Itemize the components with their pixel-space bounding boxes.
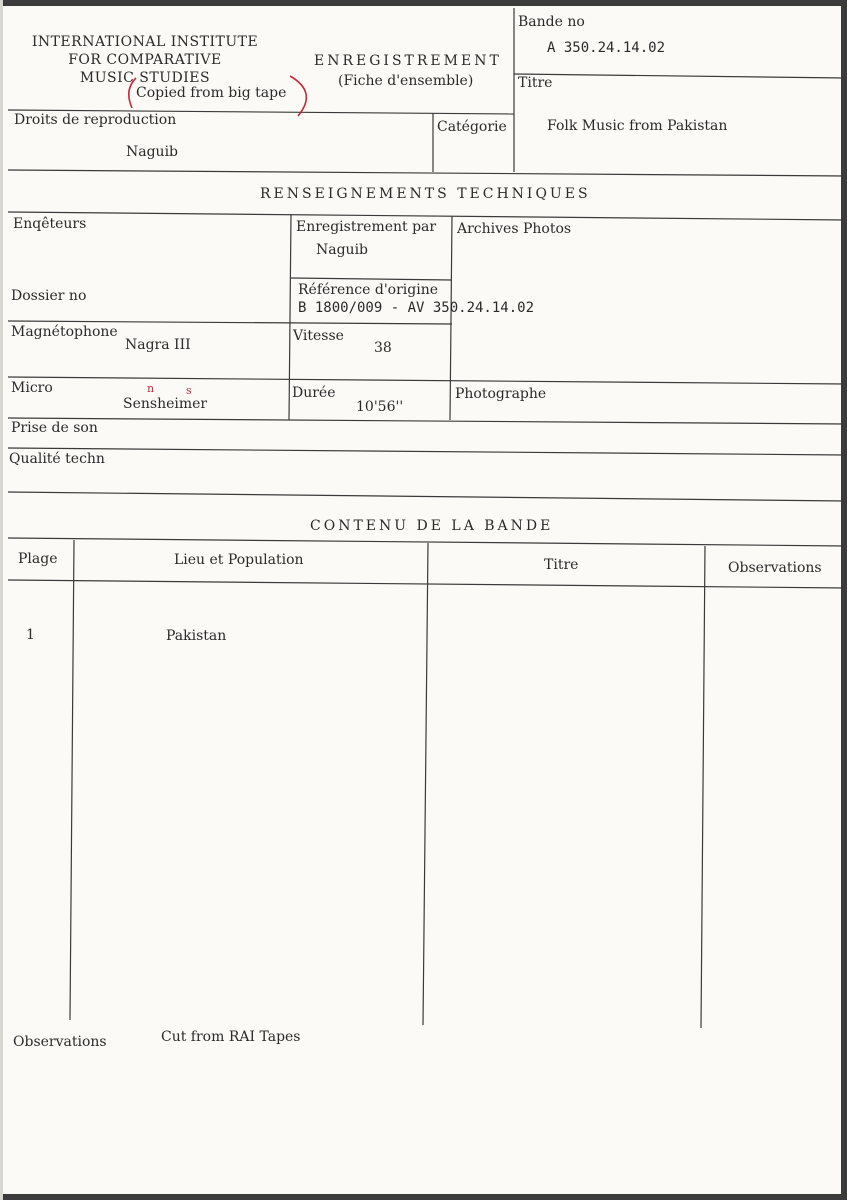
droits-value: Naguib	[126, 144, 179, 160]
rule-qualite-bottom	[8, 492, 846, 501]
enqueteurs-label: Enqêteurs	[13, 216, 87, 232]
rule-magneto-bottom	[8, 377, 846, 384]
column-header-plage: Plage	[18, 551, 58, 567]
vitesse-label: Vitesse	[293, 328, 344, 344]
column-header-titre: Titre	[544, 557, 579, 573]
observations-value: Cut from RAI Tapes	[161, 1029, 301, 1045]
rule-tech-col1	[289, 214, 291, 420]
vitesse-value: 38	[374, 340, 392, 356]
micro-correction-1: n	[147, 382, 155, 395]
micro-correction-2: s	[186, 384, 192, 397]
rule-tech-col2	[450, 216, 452, 420]
titre-label: Titre	[518, 75, 553, 91]
reference-label: Référence d'origine	[298, 282, 439, 298]
rule-header-end	[8, 170, 846, 176]
duree-label: Durée	[292, 385, 336, 401]
rule-contents-top	[8, 538, 846, 546]
reference-value: B 1800/009 - AV 350.24.14.02	[298, 300, 535, 316]
handwritten-annotation: Copied from big tape	[136, 85, 287, 101]
technical-heading: RENSEIGNEMENTS TECHNIQUES	[260, 186, 591, 202]
magnetophone-label: Magnétophone	[11, 324, 118, 340]
micro-label: Micro	[11, 380, 53, 396]
rule-titre-top	[514, 74, 846, 78]
photographe-label: Photographe	[455, 386, 547, 402]
column-header-observations: Observations	[728, 560, 822, 576]
droits-label: Droits de reproduction	[14, 112, 177, 128]
bande-value: A 350.24.14.02	[547, 40, 666, 56]
rule-enreg-bottom	[291, 278, 452, 280]
institute-line-3: MUSIC STUDIES	[79, 70, 211, 86]
rule-contents-col3	[701, 546, 705, 1028]
row-1-lieu: Pakistan	[166, 628, 227, 644]
column-header-lieu: Lieu et Population	[174, 552, 304, 568]
form-title: ENREGISTREMENT	[314, 53, 502, 69]
row-1-plage: 1	[26, 627, 35, 643]
enregistrement-par-label: Enregistrement par	[296, 219, 437, 235]
contents-heading: CONTENU DE LA BANDE	[310, 518, 554, 534]
categorie-label: Catégorie	[437, 119, 507, 135]
institute-line-1: INTERNATIONAL INSTITUTE	[31, 34, 259, 50]
dossier-label: Dossier no	[11, 288, 87, 304]
duree-value: 10'56''	[356, 399, 404, 415]
rule-micro-bottom	[8, 418, 846, 424]
archives-photos-label: Archives Photos	[457, 221, 572, 237]
titre-value: Folk Music from Pakistan	[547, 118, 728, 134]
prise-de-son-label: Prise de son	[11, 420, 98, 436]
enregistrement-par-value: Naguib	[316, 242, 369, 258]
qualite-label: Qualité techn	[9, 451, 105, 467]
bande-label: Bande no	[518, 14, 585, 30]
rule-contents-col2	[423, 543, 428, 1025]
magnetophone-value: Nagra III	[125, 337, 191, 353]
micro-value: Sensheimer	[123, 396, 208, 412]
rule-contents-col1	[70, 540, 74, 1020]
rule-prise-bottom	[8, 448, 846, 455]
form-subtitle: (Fiche d'ensemble)	[338, 73, 474, 89]
observations-label: Observations	[13, 1034, 107, 1050]
institute-line-2: FOR COMPARATIVE	[68, 52, 222, 68]
